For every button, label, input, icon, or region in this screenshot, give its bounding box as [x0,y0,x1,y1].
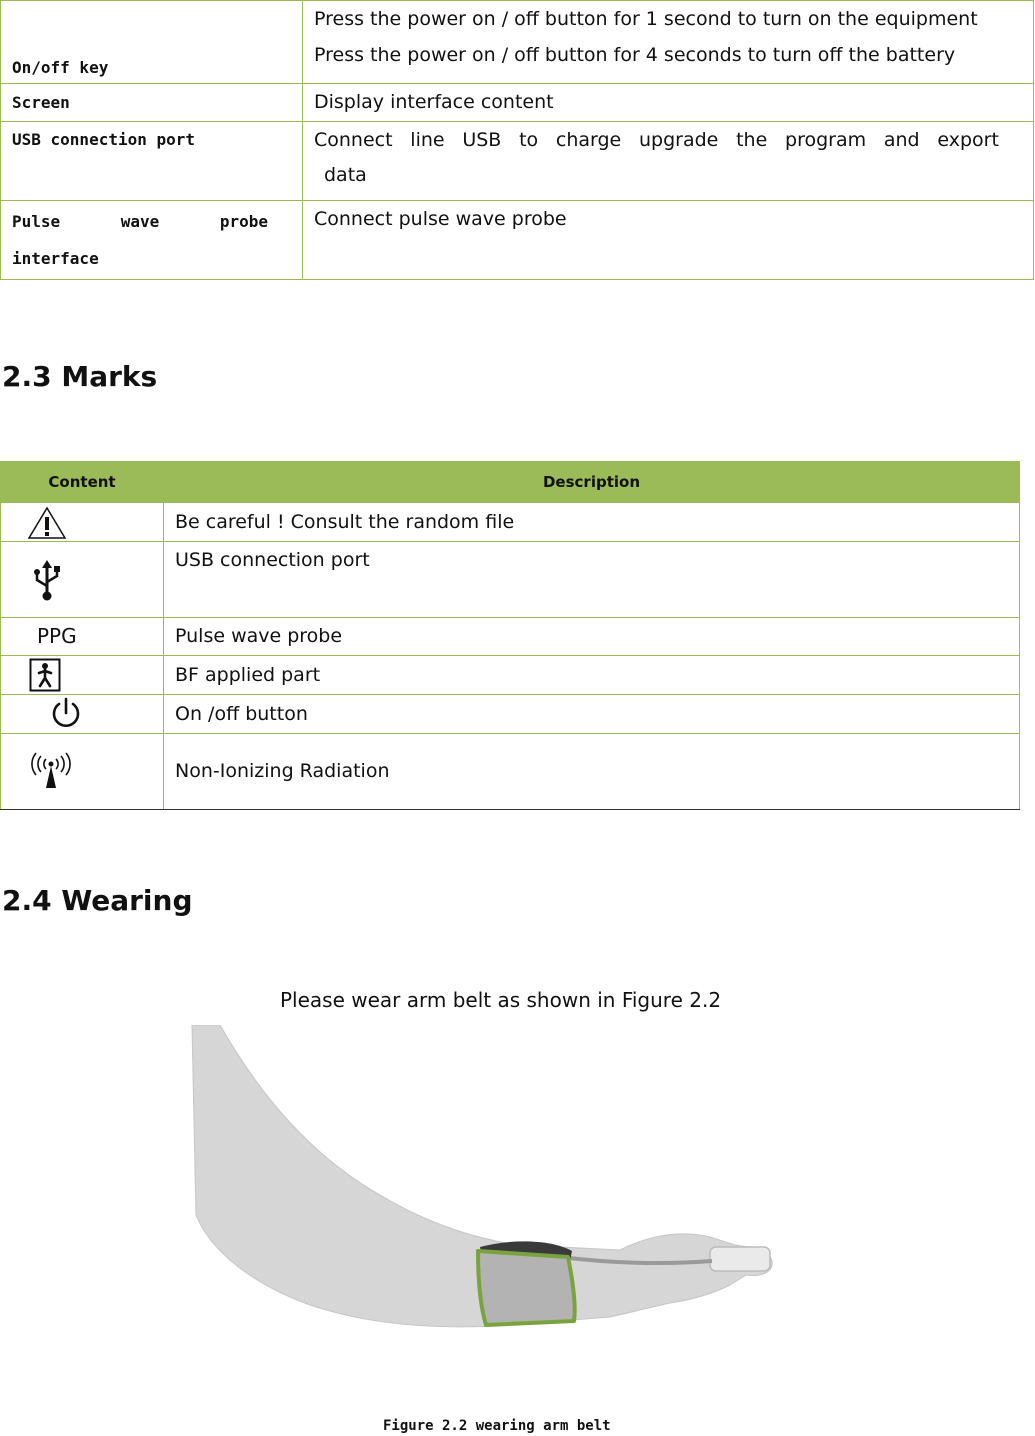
table-row [1,503,1020,542]
desc-word: export [937,129,999,151]
table-row [1,618,1020,656]
key-description [303,1,1034,84]
key-word: Pulse [12,212,61,231]
bf-applied-part-icon [29,658,61,692]
key-line [12,203,302,240]
desc-line: Press the power on / off button for 1 second to turn on the equipment [314,8,978,30]
table-header-row [1,462,1020,503]
key-word: probe [219,212,268,231]
mark-description: USB connection port [164,542,1020,618]
wearing-instruction: Please wear arm belt as shown in Figure 2.2 [280,988,722,1012]
symbol-cell [1,503,164,542]
table-row [1,656,1020,695]
mark-description: Pulse wave probe [164,618,1020,656]
key-name: On/off key [1,1,303,84]
desc-line: Press the power on / off button for 4 seconds to turn off the battery [314,44,956,66]
key-word: wave [120,212,160,231]
marks-table [0,461,1020,810]
desc-word: line [410,129,445,151]
key-name: USB connection port [1,122,303,201]
symbol-cell [1,656,164,695]
key-name: Screen [1,84,303,122]
desc-word: USB [462,129,502,151]
desc-word: and [883,129,920,151]
non-ionizing-radiation-icon [27,752,75,792]
column-header-description: Description [164,462,1020,503]
keys-table [0,0,1034,280]
key-line: interface [12,249,99,268]
symbol-cell [1,542,164,618]
mark-description: On /off button [164,695,1020,734]
finger-probe [710,1247,770,1271]
desc-word: program [785,129,867,151]
arm-belt-illustration [190,1025,790,1345]
desc-word: to [519,129,539,151]
key-description: Display interface content [303,84,1034,122]
desc-word: upgrade [638,129,719,151]
key-name [1,201,303,280]
desc-word: the [736,129,768,151]
key-description [303,122,1034,201]
symbol-cell [1,618,164,656]
arm-cuff [478,1251,575,1325]
table-row [1,1,1034,84]
mark-description: Be careful ! Consult the random file [164,503,1020,542]
desc-line: data [324,164,367,186]
desc-line [314,122,1009,158]
desc-word: charge [555,129,622,151]
mark-description: Non-Ionizing Radiation [164,734,1020,810]
table-row [1,201,1034,280]
table-row [1,542,1020,618]
table-row [1,695,1020,734]
mark-description: BF applied part [164,656,1020,695]
figure-caption: Figure 2.2 wearing arm belt [383,1418,611,1434]
ppg-label: PPG [37,624,77,648]
symbol-cell [1,734,164,810]
table-row [1,122,1034,201]
desc-word: Connect [314,129,393,151]
table-row [1,84,1034,122]
power-icon [49,697,83,731]
section-heading-wearing: 2.4 Wearing [2,884,193,917]
section-heading-marks: 2.3 Marks [2,360,158,393]
key-description: Connect pulse wave probe [303,201,1034,280]
table-row [1,734,1020,810]
usb-icon [29,560,65,602]
symbol-cell [1,695,164,734]
warning-triangle-icon [27,506,67,540]
column-header-content: Content [1,462,164,503]
